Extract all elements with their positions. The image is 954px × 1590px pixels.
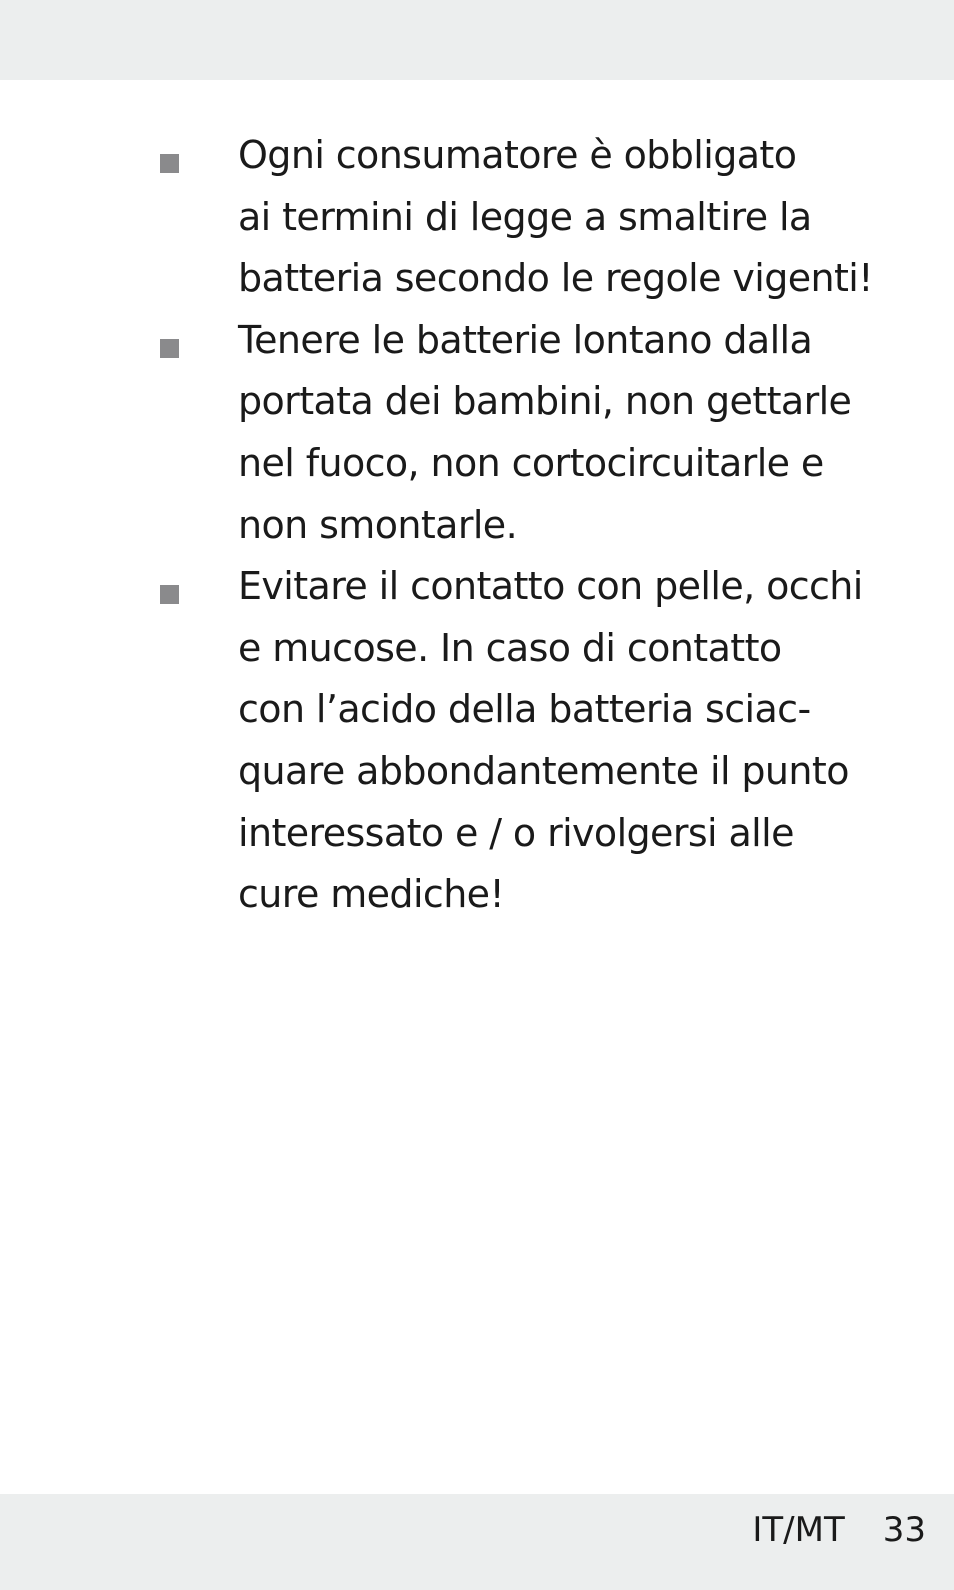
text-line: con l’acido della batteria sciac-	[238, 687, 811, 732]
square-bullet-icon	[160, 585, 179, 604]
square-bullet-icon	[160, 154, 179, 173]
text-line: e mucose. In caso di contatto	[238, 625, 782, 670]
list-item	[0, 556, 954, 926]
text-line: non smontarle.	[238, 502, 518, 547]
text-line: quare abbondantemente il punto	[238, 748, 849, 793]
list-item	[0, 310, 954, 556]
page-footer	[752, 1494, 926, 1566]
page-number: 33	[882, 1510, 926, 1550]
bullet-list	[0, 125, 954, 926]
header-band	[0, 0, 954, 80]
text-line: Ogni consumatore è obbligato	[238, 133, 797, 177]
text-line: nel fuoco, non cortocircuitarle e	[238, 440, 824, 485]
language-code: IT/MT	[752, 1510, 845, 1550]
text-line: Evitare il contatto con pelle, occhi	[238, 564, 863, 609]
text-line: batteria secondo le regole vigenti!	[238, 256, 873, 301]
list-item	[0, 125, 954, 310]
square-bullet-icon	[160, 339, 179, 358]
text-line: interessato e / o rivolgersi alle	[238, 810, 794, 855]
text-line: portata dei bambini, non gettarle	[238, 379, 852, 424]
text-line: ai termini di legge a smaltire la	[238, 194, 812, 239]
text-line: cure mediche!	[238, 872, 505, 917]
text-line: Tenere le batterie lontano dalla	[238, 317, 813, 362]
